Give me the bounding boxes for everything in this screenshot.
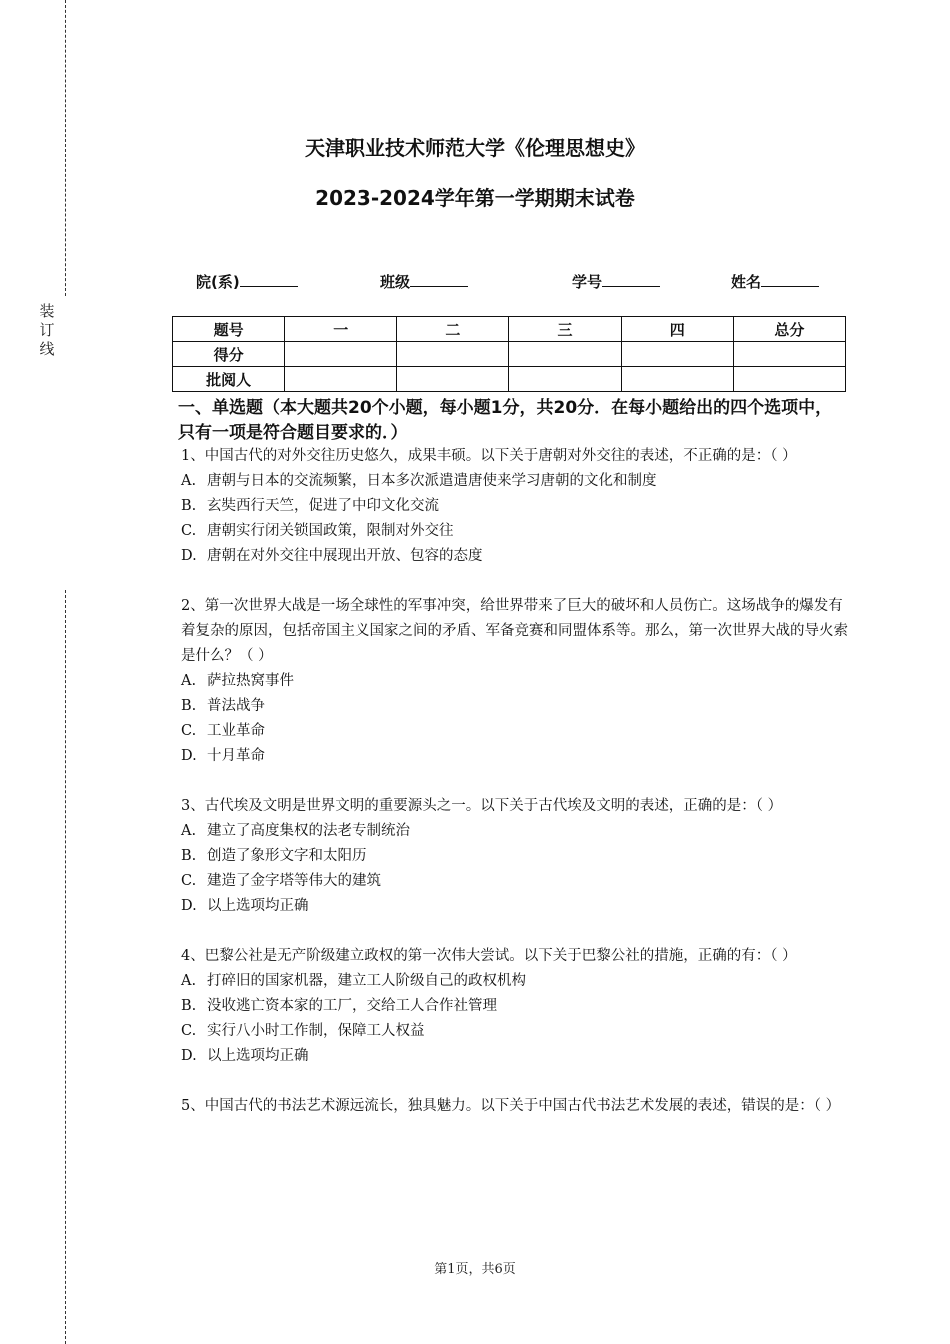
option-letter: D. <box>181 898 197 914</box>
question-stem: 1、中国古代的对外交往历史悠久，成果丰硕。以下关于唐朝对外交往的表述，不正确的是：（ ） <box>181 448 797 464</box>
question-option <box>181 719 851 744</box>
student-id-field <box>572 270 660 292</box>
class-field <box>380 270 468 292</box>
question-option <box>181 894 851 919</box>
binding-label-char: 装 <box>39 302 55 320</box>
score-table-header-cell: 三 <box>509 317 621 342</box>
option-text: 工业革命 <box>207 723 265 739</box>
score-table-header-cell: 四 <box>621 317 733 342</box>
option-text: 建立了高度集权的法老专制统治 <box>207 823 410 839</box>
score-table-cell <box>397 367 509 392</box>
option-text: 以上选项均正确 <box>207 1048 309 1064</box>
score-table-cell <box>509 367 621 392</box>
page-number: 第1页，共6页 <box>434 1262 516 1277</box>
score-table-row <box>173 367 846 392</box>
class-label: 班级 <box>380 273 411 291</box>
name-label: 姓名 <box>731 273 762 291</box>
option-letter: D. <box>181 748 197 764</box>
question-option <box>181 819 851 844</box>
question-option <box>181 694 851 719</box>
name-blank[interactable] <box>761 270 819 287</box>
option-text: 以上选项均正确 <box>207 898 309 914</box>
option-letter: C. <box>181 723 197 739</box>
option-text: 玄奘西行天竺，促进了中印文化交流 <box>207 498 439 514</box>
option-letter: B. <box>181 698 197 714</box>
option-letter: D. <box>181 548 197 564</box>
question-option <box>181 969 851 994</box>
option-letter: A. <box>181 823 197 839</box>
option-text: 建造了金字塔等伟大的建筑 <box>207 873 381 889</box>
question-option <box>181 494 851 519</box>
score-table-header-cell: 一 <box>285 317 397 342</box>
option-letter: C. <box>181 523 197 539</box>
department-blank[interactable] <box>240 270 298 287</box>
exam-title: 天津职业技术师范大学《伦理思想史》 <box>305 136 645 160</box>
option-letter: C. <box>181 873 197 889</box>
department-field <box>196 270 298 292</box>
exam-subtitle: 2023-2024学年第一学期期末试卷 <box>315 186 635 210</box>
option-letter: B. <box>181 848 197 864</box>
question <box>181 444 851 569</box>
option-text: 唐朝与日本的交流频繁，日本多次派遣遣唐使来学习唐朝的文化和制度 <box>207 473 657 489</box>
question-option <box>181 519 851 544</box>
binding-label <box>37 302 57 359</box>
department-label: 院(系) <box>196 273 240 291</box>
question <box>181 1094 851 1119</box>
score-table-row <box>173 342 846 367</box>
question-option <box>181 1044 851 1069</box>
score-table-header-cell: 题号 <box>173 317 285 342</box>
option-letter: B. <box>181 498 197 514</box>
question-list <box>181 444 851 1119</box>
score-table-row-label: 得分 <box>173 342 285 367</box>
question-stem: 3、古代埃及文明是世界文明的重要源头之一。以下关于古代埃及文明的表述，正确的是：（ ） <box>181 798 783 814</box>
option-letter: D. <box>181 1048 197 1064</box>
question-option <box>181 669 851 694</box>
option-letter: C. <box>181 1023 197 1039</box>
student-id-label: 学号 <box>572 273 603 291</box>
score-table-cell <box>733 367 845 392</box>
question <box>181 594 851 769</box>
score-table-cell <box>285 367 397 392</box>
class-blank[interactable] <box>410 270 468 287</box>
option-text: 普法战争 <box>207 698 265 714</box>
score-table-header-row <box>173 317 846 342</box>
question-option <box>181 469 851 494</box>
option-letter: A. <box>181 973 197 989</box>
section-heading: 一、单选题（本大题共20个小题，每小题1分，共20分．在每小题给出的四个选项中，只有一项是符合题目要求的．） <box>178 398 833 443</box>
binding-label-char: 线 <box>39 340 55 358</box>
binding-label-char: 订 <box>39 321 55 339</box>
binding-dashed-line-bottom <box>65 590 66 1344</box>
score-table-cell <box>509 342 621 367</box>
option-text: 十月革命 <box>207 748 265 764</box>
option-text: 打碎旧的国家机器，建立工人阶级自己的政权机构 <box>207 973 526 989</box>
option-letter: A. <box>181 673 197 689</box>
option-letter: A. <box>181 473 197 489</box>
score-table <box>172 316 846 392</box>
score-table-header-cell: 总分 <box>733 317 845 342</box>
question-option <box>181 1019 851 1044</box>
option-text: 萨拉热窝事件 <box>207 673 294 689</box>
score-table-header-cell: 二 <box>397 317 509 342</box>
option-text: 唐朝实行闭关锁国政策，限制对外交往 <box>207 523 454 539</box>
name-field <box>731 270 819 292</box>
question-option <box>181 869 851 894</box>
score-table-row-label: 批阅人 <box>173 367 285 392</box>
score-table-cell <box>397 342 509 367</box>
question-option <box>181 544 851 569</box>
question-stem: 5、中国古代的书法艺术源远流长，独具魅力。以下关于中国古代书法艺术发展的表述，错误的是：（ ） <box>181 1098 841 1114</box>
option-text: 没收逃亡资本家的工厂，交给工人合作社管理 <box>207 998 497 1014</box>
score-table-cell <box>733 342 845 367</box>
student-info-row <box>0 270 950 292</box>
question-stem: 4、巴黎公社是无产阶级建立政权的第一次伟大尝试。以下关于巴黎公社的措施，正确的有：（ ） <box>181 948 797 964</box>
option-text: 实行八小时工作制，保障工人权益 <box>207 1023 425 1039</box>
question-option <box>181 844 851 869</box>
option-text: 唐朝在对外交往中展现出开放、包容的态度 <box>207 548 483 564</box>
score-table-cell <box>621 367 733 392</box>
score-table-cell <box>285 342 397 367</box>
option-text: 创造了象形文字和太阳历 <box>207 848 367 864</box>
question <box>181 944 851 1069</box>
option-letter: B. <box>181 998 197 1014</box>
question-option <box>181 744 851 769</box>
question-option <box>181 994 851 1019</box>
question-stem: 2、第一次世界大战是一场全球性的军事冲突，给世界带来了巨大的破坏和人员伤亡。这场战争的爆发有着复杂的原因，包括帝国主义国家之间的矛盾、军备竞赛和同盟体系等。那么，第一次世界大战的导火索是什么？（ ） <box>181 598 848 664</box>
student-id-blank[interactable] <box>602 270 660 287</box>
question <box>181 794 851 919</box>
score-table-cell <box>621 342 733 367</box>
